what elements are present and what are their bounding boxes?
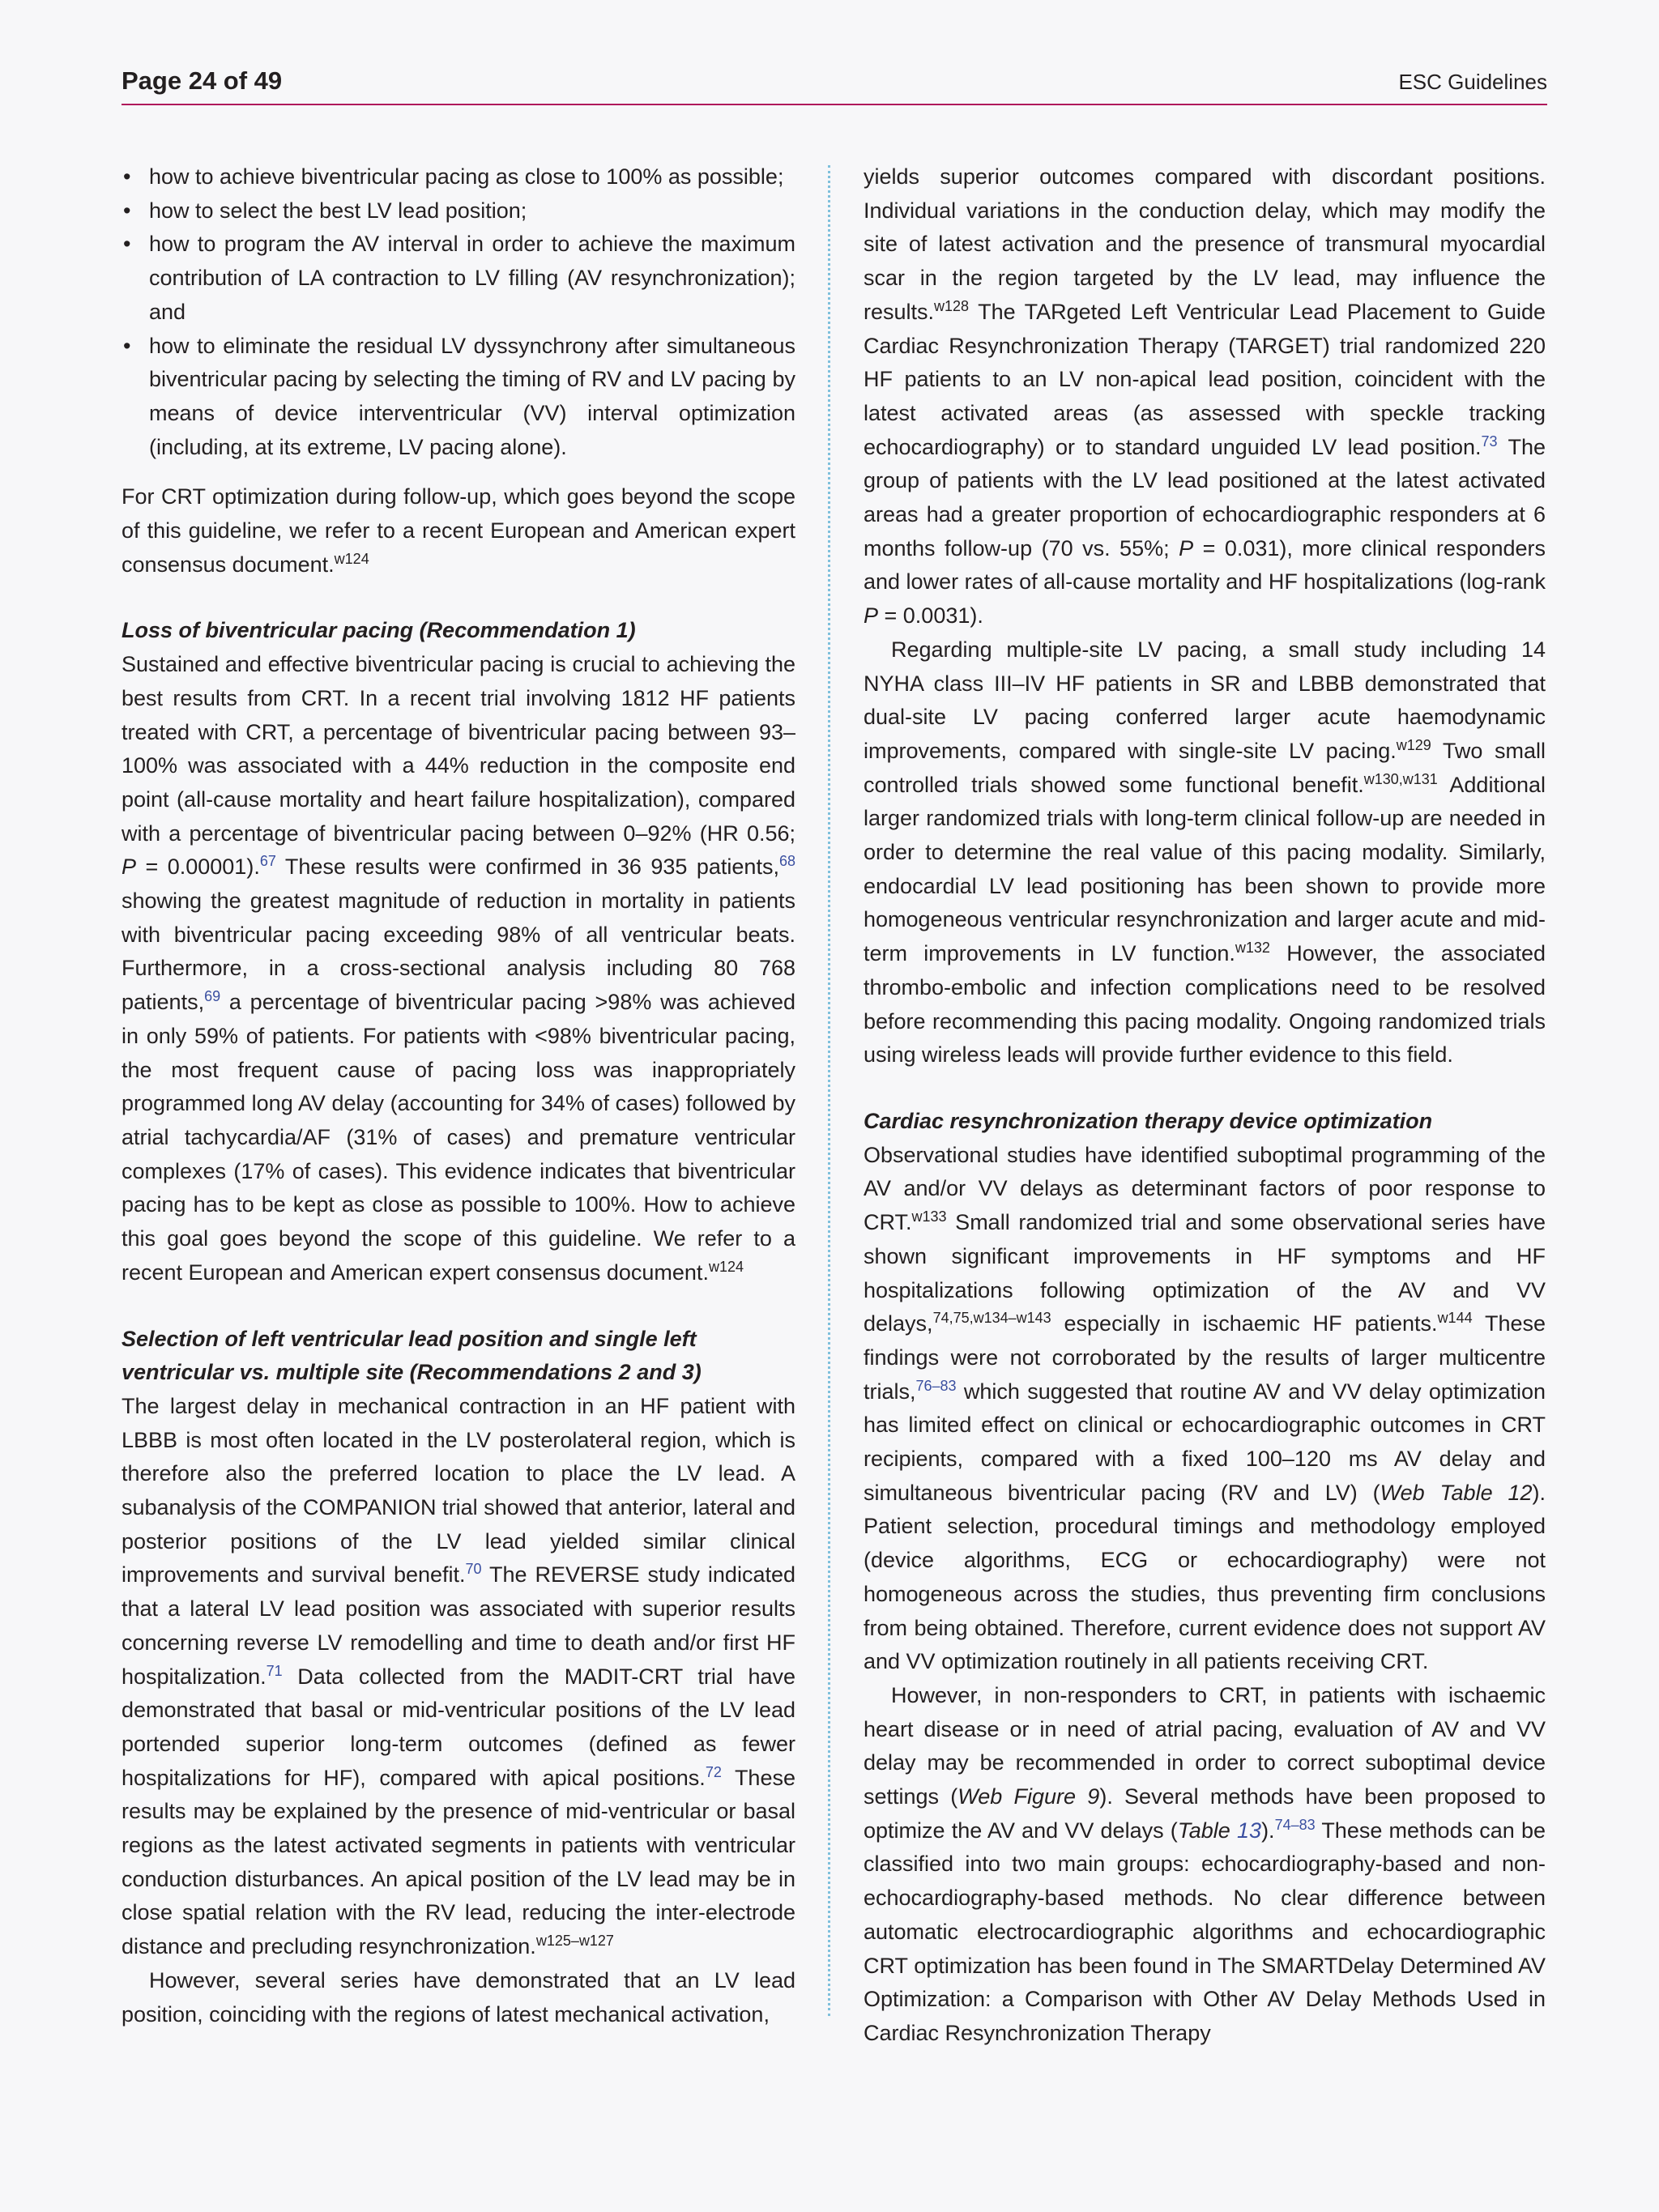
web-table-ref: Web Table 12 (1380, 1480, 1533, 1505)
citation-link[interactable]: 67 (259, 853, 276, 870)
column-divider (828, 165, 830, 2016)
section-heading-loss: Loss of biventricular pacing (Recommendation 1) (122, 618, 636, 643)
left-column (122, 160, 795, 2031)
citation-link[interactable]: 68 (778, 853, 795, 870)
journal-name: ESC Guidelines (1398, 70, 1547, 94)
web-figure-ref: Web Figure 9 (957, 1784, 1100, 1809)
citation-link[interactable]: 69 (204, 988, 221, 1005)
citation: w125–w127 (535, 1933, 614, 1950)
paragraph-multisite: Regarding multiple-site LV pacing, a small study including 14 NYHA class III–IV HF patients in SR and LBBB demonstrated that dual-site LV pacing conferred larger acute haemodynamic improvements, compared with single-site LV pacing.$^{w129}$ Two small controlled trials showed some functional benefit.$^{w130,w131}$ Additional larger randomized trials with long-term clinical follow-up are needed in order to determine the real value of this pacing modality. Similarly, endocardial LV lead positioning has been shown to provide more homogeneous ventricular resynchronization and larger acute and mid-term improvements in LV function.$^{w132}$ However, the associated thrombo-embolic and infection complications need to be resolved before recommending this pacing modality. Ongoing randomized trials using wireless leads will provide further evidence to this field. (864, 637, 1546, 1068)
paragraph-nonresponders: However, in non-responders to CRT, in patients with ischaemic heart disease or in need of atrial pacing, evaluation of AV and VV delay may be recommended in order to correct suboptimal device settings (Web Figure 9). Several methods have been proposed to optimize the AV and VV delays (Table 13).$^{74-83}$ These methods can be classified into two main groups: echocardiography-based and non-echocardiography-based methods. No clear difference between automatic electrocardiographic algorithms and echocardiographic CRT optimization has been found in The SMARTDelay Determined AV Optimization: a Comparison with Other AV Delay Methods Used in Cardiac Resynchronization Therapy (864, 1682, 1546, 2045)
paragraph-continued: yields superior outcomes compared with discordant positions. Individual variations in the conduction delay, which may modify the site of latest activation and the presence of transmural myocardial scar in the region targeted by the LV lead, may influence the results.$^{w128}$ The TARgeted Left Ventricular Lead Placement to Guide Cardiac Resynchronization Therapy (TARGET) trial randomized 220 HF patients to an LV non-apical lead position, coincident with the latest activated areas (as assessed with speckle tracking echocardiography) or to standard unguided LV lead position.$^{73}$ The group of patients with the LV lead positioned at the latest activated areas had a greater proportion of echocardiographic responders at 6 months follow-up (70 vs. 55%; P = 0.031), more clinical responders and lower rates of all-cause mortality and HF hospitalizations (log-rank P = 0.0031). (864, 164, 1546, 629)
citation: w128 (934, 297, 970, 314)
section-heading-selection: Selection of left ventricular lead position and single left ventricular vs. multiple site (Recommendations 2 and 3) (122, 1326, 702, 1385)
paragraph-loss: Sustained and effective biventricular pacing is crucial to achieving the best results from CRT. In a recent trial involving 1812 HF patients treated with CRT, a percentage of biventricular pacing between 93–100% was associated with a 44% reduction in the composite end point (all-cause mortality and heart failure hospitalization), compared with a percentage of biventricular pacing between 0–92% (HR 0.56; P = 0.00001).$^{67}$ These results were confirmed in 36 935 patients,$^{68}$ showing the greatest magnitude of reduction in mortality in patients with biventricular pacing exceeding 98% of all ventricular beats. Furthermore, in a cross-sectional analysis including 80 768 patients,$^{69}$ a percentage of biventricular pacing >98% was achieved in only 59% of patients. For patients with <98% biventricular pacing, the most frequent cause of pacing loss was inappropriately programmed long AV delay (accounting for 34% of cases) followed by atrial tachycardia/AF (31% of cases) and premature ventricular complexes (17% of cases). This evidence indicates that biventricular pacing has to be kept as close as possible to 100%. How to achieve this goal goes beyond the scope of this guideline. We refer to a recent European and American expert consensus document.$^{w124}$ (122, 652, 795, 1285)
section-heading-optimization: Cardiac resynchronization therapy device optimization (864, 1108, 1433, 1133)
list-item: • how to select the best LV lead position; (122, 194, 795, 228)
citation: w130,w131 (1363, 770, 1438, 787)
citation: w133 (911, 1208, 947, 1225)
citation: w124 (708, 1258, 744, 1275)
table-link[interactable]: 13 (1237, 1818, 1262, 1843)
list-item: • how to achieve biventricular pacing as close to 100% as possible; (122, 160, 795, 194)
page-header (122, 63, 1547, 105)
citation-link[interactable]: 72 (705, 1763, 722, 1780)
citation-link[interactable]: 70 (465, 1561, 482, 1578)
citation-link[interactable]: 76–83 (915, 1377, 957, 1394)
bullet-list (122, 160, 795, 464)
citation: w124 (334, 550, 369, 567)
citation: w132 (1235, 940, 1270, 957)
citation-link[interactable]: 74–83 (1274, 1816, 1316, 1833)
paragraph-optimization: Observational studies have identified suboptimal programming of the AV and/or VV delays as determinant factors of poor response to CRT.$^{w133}$ Small randomized trial and some observational series have shown significant improvements in HF symptoms and HF hospitalizations following optimization of the AV and VV delays,$^{74,75,w134-w143}$ especially in ischaemic HF patients.$^{w144}$ These findings were not corroborated by the results of larger multicentre trials,$^{76-83}$ which suggested that routine AV and VV delay optimization has limited effect on clinical or echocardiographic outcomes in CRT recipients, compared with a fixed 100–120 ms AV delay and simultaneous biventricular pacing (RV and LV) (Web Table 12). Patient selection, procedural timings and methodology employed (device algorithms, ECG or echocardiography) were not homogeneous across the studies, thus preventing firm conclusions from being obtained. Therefore, current evidence does not support AV and VV optimization routinely in all patients receiving CRT. (864, 1142, 1546, 1674)
page-number: Page 24 of 49 (122, 66, 283, 95)
citation: w144 (1437, 1310, 1473, 1327)
right-column (864, 160, 1546, 2051)
paragraph-selection: The largest delay in mechanical contraction in an HF patient with LBBB is most often located in the LV posterolateral region, which is therefore also the preferred location to place the LV lead. A subanalysis of the COMPANION trial showed that anterior, lateral and posterior positions of the LV lead yielded similar clinical improvements and survival benefit.$^{70}$ The REVERSE study indicated that a lateral LV lead position was associated with superior results concerning reverse LV remodelling and time to death and/or first HF hospitalization.$^{71}$ Data collected from the MADIT-CRT trial have demonstrated that basal or mid-ventricular positions of the LV lead portended superior long-term outcomes (defined as fewer hospitalizations for HF), compared with apical positions.$^{72}$ These results may be explained by the presence of mid-ventricular or basal regions as the latest activated segments in patients with ventricular conduction disturbances. An apical position of the LV lead may be in close spatial relation with the RV lead, reducing the inter-electrode distance and precluding resynchronization.$^{w125-w127}$ (122, 1393, 795, 1959)
list-item: • how to program the AV interval in order to achieve the maximum contribution of LA contraction to LV filling (AV resynchronization); and (122, 228, 795, 329)
citation: w129 (1396, 736, 1431, 753)
citation-link[interactable]: 71 (266, 1662, 283, 1679)
citation-link[interactable]: 73 (1481, 433, 1498, 450)
citation: 74,75,w134–w143 (932, 1310, 1051, 1327)
paragraph-followup: For CRT optimization during follow-up, which goes beyond the scope of this guideline, we refer to a recent European and American expert consensus document.$^{w124}$ (122, 484, 795, 577)
paragraph-lead-position: However, several series have demonstrated that an LV lead position, coinciding with the regions of latest mechanical activation, (122, 1967, 795, 2027)
list-item: • how to eliminate the residual LV dyssynchrony after simultaneous biventricular pacing by selecting the timing of RV and LV pacing by means of device interventricular (VV) interval optimization (including, at its extreme, LV pacing alone). (122, 330, 795, 465)
